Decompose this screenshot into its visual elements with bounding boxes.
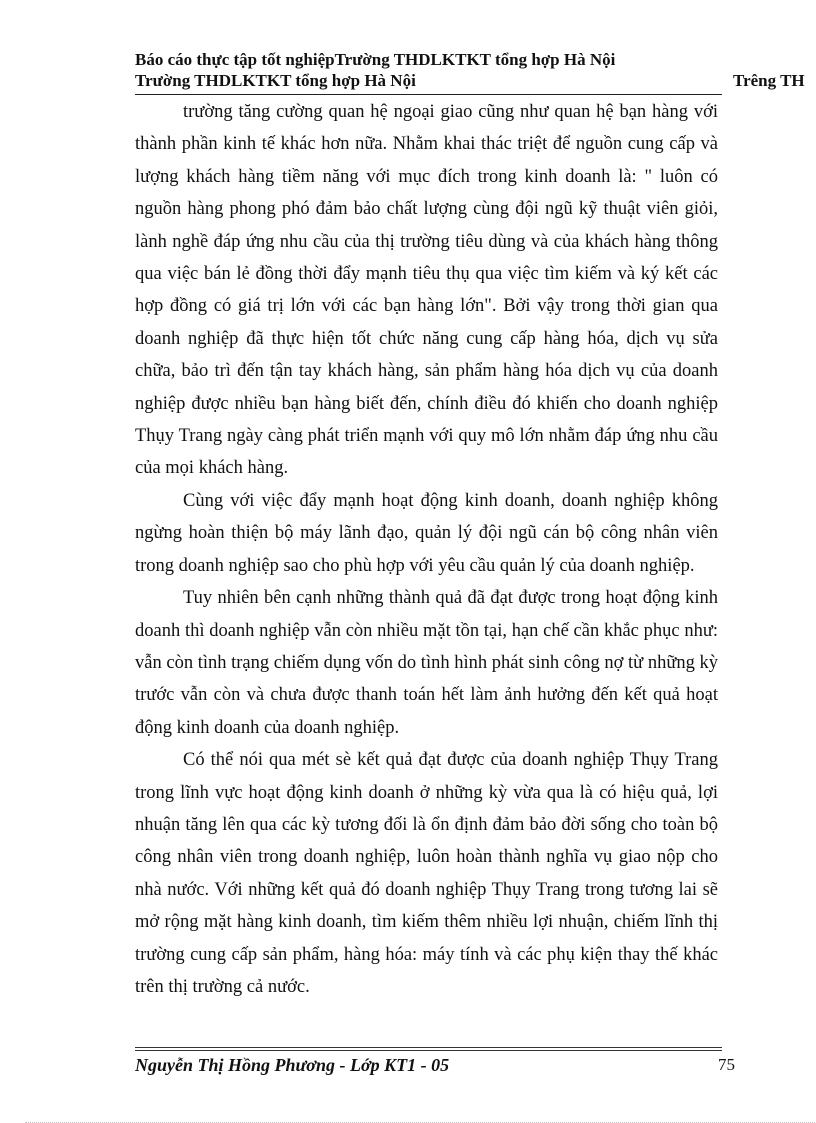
header-school-name: Trường THDLKTKT tổng hợp Hà Nội [135, 71, 416, 90]
page-number: 75 [718, 1055, 735, 1074]
footer-divider-bottom [135, 1050, 722, 1051]
paragraph-4: Có thể nói qua mét sè kết quả đạt được của doanh nghiệp Thụy Trang trong lĩnh vực hoạt động kinh doanh ở những kỳ vừa qua là có hiệu quả, lợi nhuận tăng lên qua các kỳ tương đối là ổn định đảm bảo đời sống cho toàn bộ công nhân viên trong doanh nghiệp, luôn hoàn thành nghĩa vụ giao nộp cho nhà nước. Với những kết quả đó doanh nghiệp Thụy Trang trong tương lai sẽ mở rộng mặt hàng kinh doanh, tìm kiếm thêm nhiều lợi nhuận, chiếm lĩnh thị trường cung cấp sản phẩm, hàng hóa: máy tính và các phụ kiện thay thế khác trên thị trường cả nước. [135, 750, 718, 997]
paragraph-2: Cùng với việc đẩy mạnh hoạt động kinh doanh, doanh nghiệp không ngừng hoàn thiện bộ máy lãnh đạo, quản lý đội ngũ cán bộ công nhân viên trong doanh nghiệp sao cho phù hợp với yêu cầu quản lý của doanh nghiệp. [135, 490, 718, 576]
paragraph-1: trường tăng cường quan hệ ngoại giao cũng như quan hệ bạn hàng với thành phần kinh tế khác hơn nữa. Nhằm khai thác triệt để nguồn cung cấp và lượng khách hàng tiềm năng với mục đích trong kinh doanh là: " luôn có nguồn hàng phong phó đảm bảo chất lượng cùng đội ngũ kỹ thuật viên giỏi, lành nghề đáp ứng nhu cầu của thị trường tiêu dùng và của khách hàng thông qua việc bán lẻ đồng thời đẩy mạnh tiêu thụ qua việc tìm kiếm và ký kết các hợp đồng có giá trị lớn với các bạn hàng lớn". Bởi vậy trong thời gian qua doanh nghiệp đã thực hiện tốt chức năng cung cấp hàng hóa, dịch vụ sửa chữa, bảo trì đến tận tay khách hàng, sản phẩm hàng hóa dịch vụ của doanh nghiệp được nhiều bạn hàng biết đến, chính điều đó khiến cho doanh nghiệp Thụy Trang ngày càng phát triển mạnh với quy mô lớn nhằm đáp ứng nhu cầu của mọi khách hàng. [135, 102, 718, 479]
header-overflow-text: Trêng TH [733, 71, 805, 90]
page-header [135, 50, 805, 92]
document-body [135, 96, 718, 1003]
paragraph-3: Tuy nhiên bên cạnh những thành quả đã đạt được trong hoạt động kinh doanh thì doanh nghiệp vẫn còn nhiều mặt tồn tại, hạn chế cần khắc phục như: vẫn còn tình trạng chiếm dụng vốn do tình hình phát sinh công nợ từ những kỳ trước vẫn còn và chưa được thanh toán hết làm ảnh hưởng đến kết quả hoạt động kinh doanh của doanh nghiệp. [135, 588, 718, 738]
footer-author: Nguyễn Thị Hồng Phương - Lớp KT1 - 05 [135, 1055, 450, 1075]
header-title-line2 [135, 70, 805, 92]
header-title-line1: Báo cáo thực tập tốt nghiệpTrường THDLKTKT tổng hợp Hà Nội [135, 50, 616, 69]
header-divider [135, 94, 722, 95]
footer-divider-top [135, 1047, 722, 1048]
